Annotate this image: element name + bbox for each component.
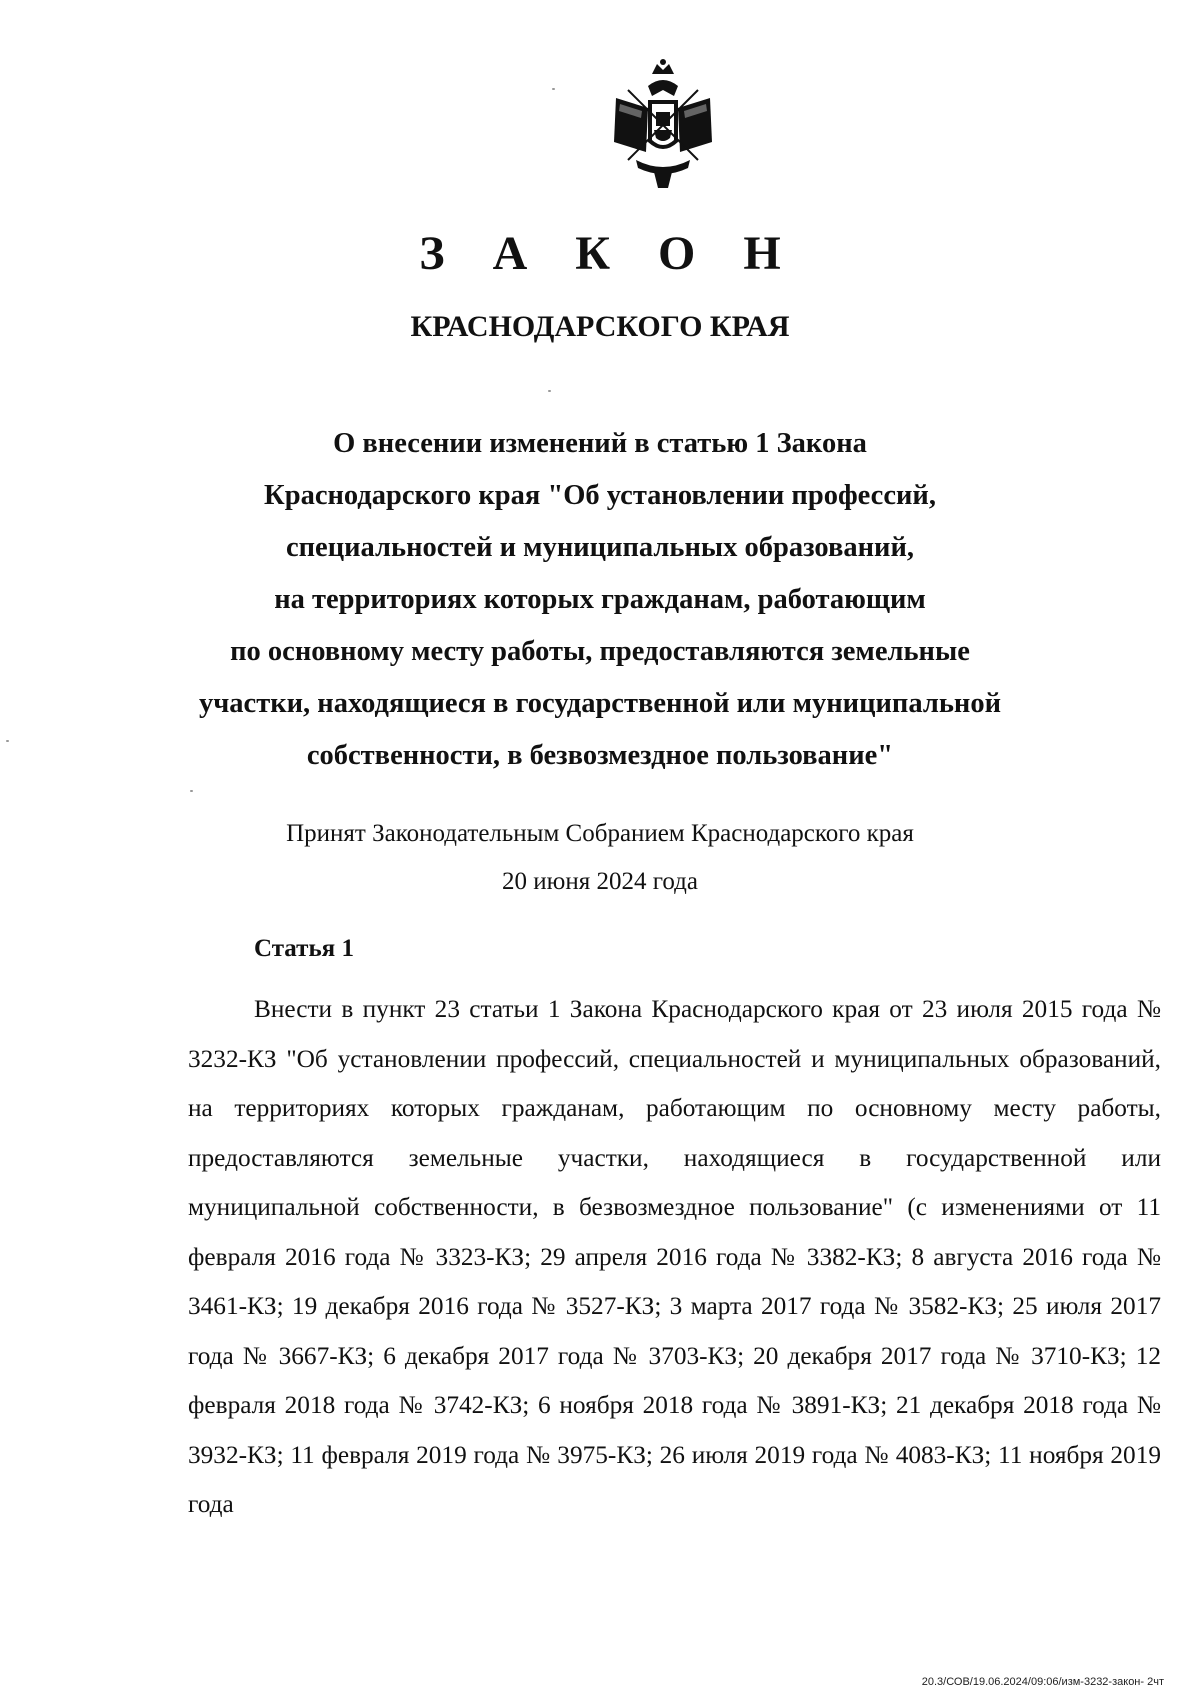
document-subtitle: КРАСНОДАРСКОГО КРАЯ [410,310,790,343]
article-text: Внести в пункт 23 статьи 1 Закона Краснодарского края от 23 июля 2015 года № 3232-КЗ "Об установлении профессий, специальностей и муниципальных образований, на территориях которых гражданам, работающим по основному месту работы, предоставляются земельные участки, находящиеся в государственной или муниципальной собственности, в безвозмездное пользование" (с изменениями от 11 февраля 2016 года № 3323-КЗ; 29 апреля 2016 года № 3382-КЗ; 8 августа 2016 года № 3461-КЗ; 19 декабря 2016 года № 3527-КЗ; 3 марта 2017 года № 3582-КЗ; 25 июля 2017 года № 3667-КЗ; 6 декабря 2017 года № 3703-КЗ; 20 декабря 2017 года № 3710-КЗ; 12 февраля 2018 года № 3742-КЗ; 6 ноября 2018 года № 3891-КЗ; 21 декабря 2018 года № 3932-КЗ; 11 февраля 2019 года № 3975-КЗ; 26 июля 2019 года № 4083-КЗ; 11 ноября 2019 года [188,995,1161,1518]
adoption-body: Принят Законодательным Собранием Краснодарского края [286,820,914,847]
heading-line: собственности, в безвозмездное пользование" [306,740,894,771]
heading-line: О внесении изменений в статью 1 Закона [333,428,867,459]
article-title: Статья 1 [254,935,354,962]
document-title: З А К О Н [419,227,799,280]
heading-line: по основному месту работы, предоставляются земельные [230,636,970,667]
scan-speck [552,88,555,90]
scan-speck [190,790,193,792]
adoption-note [0,810,1200,906]
law-heading [190,418,1010,782]
heading-line: на территориях которых гражданам, работающим [274,584,926,615]
scan-speck [6,740,9,742]
heading-line: Краснодарского края "Об установлении профессий, [264,480,936,511]
heading-line: участки, находящиеся в государственной или муниципальной [198,688,1002,719]
footer-code: 20.3/СОВ/19.06.2024/09:06/изм-3232-закон- 2чт [921,1676,1164,1688]
adoption-date: 20 июня 2024 года [502,868,698,895]
scan-speck [548,390,551,392]
heading-line: специальностей и муниципальных образований, [285,532,915,563]
coat-of-arms-emblem [608,56,718,190]
